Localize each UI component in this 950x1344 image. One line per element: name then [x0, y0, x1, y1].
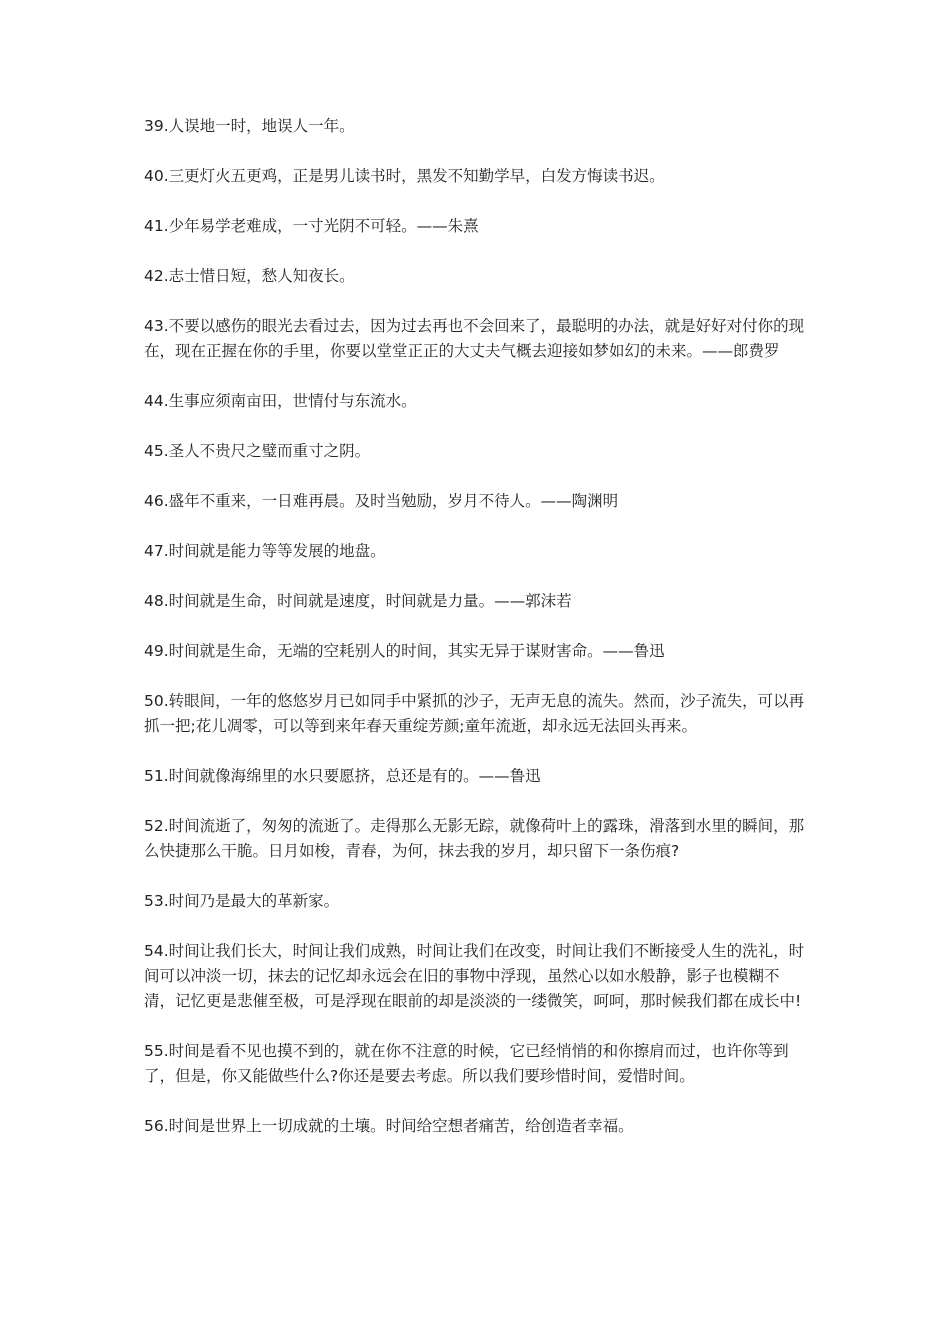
quote-paragraph-40: 40.三更灯火五更鸡，正是男儿读书时，黑发不知勤学早，白发方悔读书迟。	[144, 167, 665, 185]
document-page	[144, 114, 810, 1164]
quote-paragraph-39: 39.人误地一时，地误人一年。	[144, 117, 355, 135]
quote-paragraph-55: 55.时间是看不见也摸不到的，就在你不注意的时候，它已经悄悄的和你擦肩而过，也许你等到了，但是，你又能做些什么?你还是要去考虑。所以我们要珍惜时间，爱惜时间。	[144, 1042, 789, 1085]
quote-paragraph-44: 44.生事应须南亩田，世情付与东流水。	[144, 392, 417, 410]
quote-paragraph-45: 45.圣人不贵尺之璧而重寸之阴。	[144, 442, 371, 460]
quote-paragraph-42: 42.志士惜日短，愁人知夜长。	[144, 267, 355, 285]
quote-paragraph-56: 56.时间是世界上一切成就的土壤。时间给空想者痛苦，给创造者幸福。	[144, 1117, 634, 1135]
quote-paragraph-47: 47.时间就是能力等等发展的地盘。	[144, 542, 386, 560]
quote-paragraph-49: 49.时间就是生命，无端的空耗别人的时间，其实无异于谋财害命。——鲁迅	[144, 642, 665, 660]
quote-paragraph-43: 43.不要以感伤的眼光去看过去，因为过去再也不会回来了，最聪明的办法，就是好好对付你的现在，现在正握在你的手里，你要以堂堂正正的大丈夫气概去迎接如梦如幻的未来。——郎费罗	[144, 317, 805, 360]
quote-paragraph-52: 52.时间流逝了，匆匆的流逝了。走得那么无影无踪，就像荷叶上的露珠，滑落到水里的瞬间，那么快捷那么干脆。日月如梭，青春，为何，抹去我的岁月，却只留下一条伤痕?	[144, 817, 805, 860]
quote-paragraph-41: 41.少年易学老难成，一寸光阴不可轻。——朱熹	[144, 217, 479, 235]
quote-paragraph-46: 46.盛年不重来，一日难再晨。及时当勉励，岁月不待人。——陶渊明	[144, 492, 619, 510]
quote-paragraph-54: 54.时间让我们长大，时间让我们成熟，时间让我们在改变，时间让我们不断接受人生的洗礼，时间可以冲淡一切，抹去的记忆却永远会在旧的事物中浮现，虽然心以如水般静，影子也模糊不清，记忆更是悲催至极，可是浮现在眼前的却是淡淡的一缕微笑，呵呵，那时候我们都在成长中!	[144, 942, 805, 1010]
quote-paragraph-48: 48.时间就是生命，时间就是速度，时间就是力量。——郭沫若	[144, 592, 572, 610]
quote-paragraph-50: 50.转眼间，一年的悠悠岁月已如同手中紧抓的沙子，无声无息的流失。然而，沙子流失，可以再抓一把;花儿凋零，可以等到来年春天重绽芳颜;童年流逝，却永远无法回头再来。	[144, 692, 805, 735]
quote-paragraph-53: 53.时间乃是最大的革新家。	[144, 892, 340, 910]
quote-paragraph-51: 51.时间就像海绵里的水只要愿挤，总还是有的。——鲁迅	[144, 767, 541, 785]
